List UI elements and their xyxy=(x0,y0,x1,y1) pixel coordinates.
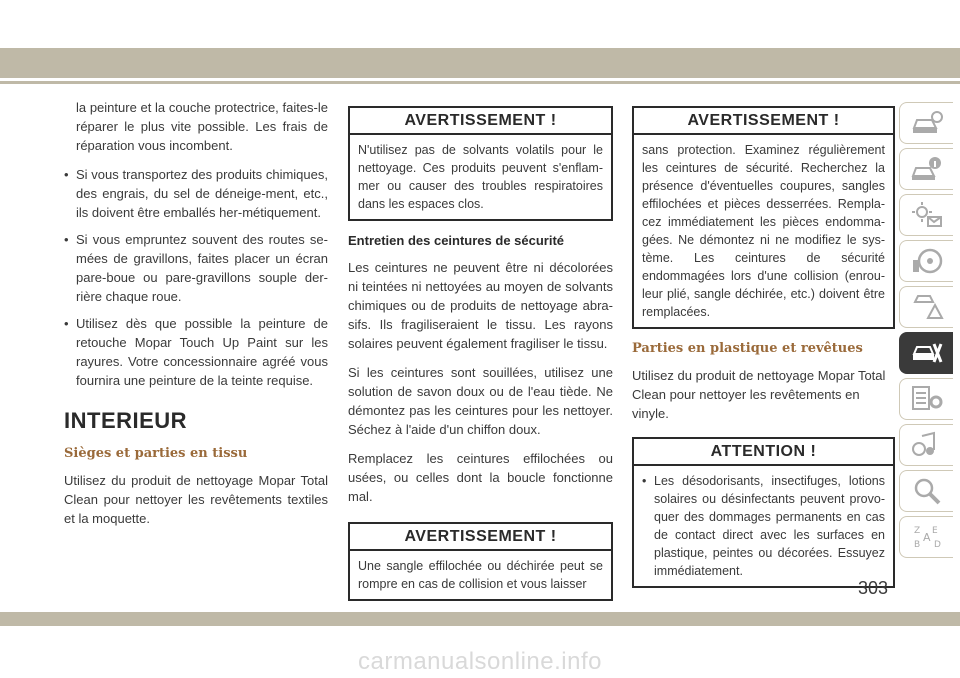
search-icon xyxy=(910,476,944,506)
svg-text:B: B xyxy=(913,540,920,550)
svg-text:Z: Z xyxy=(913,526,920,536)
warning-lights-icon xyxy=(910,200,944,230)
tab-roadside[interactable] xyxy=(899,286,953,328)
svg-text:D: D xyxy=(933,540,941,550)
attention-list xyxy=(642,472,885,580)
tab-maintenance[interactable] xyxy=(899,332,953,374)
warning-box-solvents xyxy=(348,106,613,221)
column-2 xyxy=(348,98,613,613)
tab-steering[interactable] xyxy=(899,240,953,282)
ceintures-paragraph-2: Si les ceintures sont souillées, utilisez une solution de savon doux ou de l'eau tiède. Ne démontez pas les ceintures pour les nettoyer. Séchez à l'aide d'un chiffon doux. xyxy=(348,365,613,437)
continued-paragraph: la peinture et la couche protectrice, faites-le réparer le plus vite possible. Les frais de réparation vous incombent. xyxy=(76,100,328,153)
tab-car-info[interactable] xyxy=(899,102,953,144)
car-info-circle-icon xyxy=(910,154,944,184)
page-number: 303 xyxy=(858,578,889,598)
index-letters-icon xyxy=(910,522,944,552)
column-3 xyxy=(632,98,895,600)
warning-body: N'utilisez pas de solvants volatils pour le nettoyage. Ces produits peuvent s'enflam-mer ou causer des troubles respiratoires dans les espaces clos. xyxy=(358,143,603,211)
warning-body: sans protection. Examinez régulièrement les ceintures de sécurité. Recherchez la présence d'éventuelles coupures, sangles effilochées et pièces desserrées. Rempla-cez immédiatement les pièces endomma-gées. Ne démontez ni ne modifiez le sys-tème. Les ceintures de sécurité endommagées lors d'une collision (enrou-leur plié, sangle déchirée, etc.) doivent être remplacées. xyxy=(642,143,885,319)
warning-box-strap xyxy=(348,522,613,601)
warning-box-strap-continued xyxy=(632,106,895,329)
warning-title: AVERTISSEMENT ! xyxy=(350,108,611,135)
list-item: • Si vous transportez des produits chimiques, des engrais, du sel de déneige-ment, etc., ils doivent être emballés her-métiquement. xyxy=(64,165,328,222)
watermark: carmanualsonline.info xyxy=(358,648,602,675)
header-rule xyxy=(0,81,960,84)
specifications-icon xyxy=(910,384,944,414)
subheading-plastique: Parties en plastique et revêtues xyxy=(632,341,863,356)
car-info-icon xyxy=(910,108,944,138)
care-bullet-list xyxy=(64,165,328,390)
plastique-paragraph: Utilisez du produit de nettoyage Mopar Total Clean pour nettoyer les revêtements en vinyle. xyxy=(632,368,886,421)
tab-specifications[interactable] xyxy=(899,378,953,420)
tab-warning-lights[interactable] xyxy=(899,194,953,236)
section-heading-interieur: INTERIEUR xyxy=(64,408,188,433)
warning-title: AVERTISSEMENT ! xyxy=(350,524,611,551)
list-item: • Utilisez dès que possible la peinture de retouche Mopar Touch Up Paint sur les rayures. Votre concessionnaire agréé vous fournira une peinture de la teinte requise. xyxy=(64,314,328,390)
column-1 xyxy=(64,98,328,538)
steering-wheel-icon xyxy=(910,246,944,276)
attention-title: ATTENTION ! xyxy=(634,439,893,466)
tab-index[interactable] xyxy=(899,516,953,558)
list-item: • Si vous empruntez souvent des routes se-mées de gravillons, faites placer un écran pare-boue ou pare-gravillons souple der-rière chaque roue. xyxy=(64,230,328,306)
tab-search[interactable] xyxy=(899,470,953,512)
roadside-triangle-icon xyxy=(910,292,944,322)
list-item: • Les désodorisants, insectifuges, lotions solaires ou désinfectants peuvent provo-quer des dommages permanents en cas de contact direct avec les surfaces en plastique, peintes ou décorées. Essuyez immédiatement. xyxy=(642,472,885,580)
ceintures-paragraph-3: Remplacez les ceintures effilochées ou usées, ou celles dont la boucle fonctionne mal. xyxy=(348,451,613,504)
footer-band xyxy=(0,612,960,626)
warning-title: AVERTISSEMENT ! xyxy=(634,108,893,135)
chapter-tab-sidebar xyxy=(899,102,953,562)
header-band xyxy=(0,48,960,78)
maintenance-tools-icon xyxy=(910,338,944,368)
svg-text:A: A xyxy=(922,531,931,544)
ceintures-paragraph-1: Les ceintures ne peuvent être ni décolorées ni teintées ni nettoyées au moyen de solvants chimiques ou de produits de nettoyage abra-sifs. Ils fragiliseraient le tissu. Les rayons solaires peuvent également fragiliser le tissu. xyxy=(348,260,613,351)
sieges-paragraph: Utilisez du produit de nettoyage Mopar Total Clean pour nettoyer les revêtements textiles et la moquette. xyxy=(64,473,328,526)
subheading-sieges: Sièges et parties en tissu xyxy=(64,446,248,461)
multimedia-icon xyxy=(910,430,944,460)
attention-box xyxy=(632,437,895,588)
heading-ceintures: Entretien des ceintures de sécurité xyxy=(348,233,565,248)
tab-car-info-circle[interactable] xyxy=(899,148,953,190)
attention-body xyxy=(634,466,893,586)
warning-body: Une sangle effilochée ou déchirée peut se rompre en cas de collision et vous laisser xyxy=(358,559,603,591)
svg-text:E: E xyxy=(931,526,938,536)
tab-multimedia[interactable] xyxy=(899,424,953,466)
